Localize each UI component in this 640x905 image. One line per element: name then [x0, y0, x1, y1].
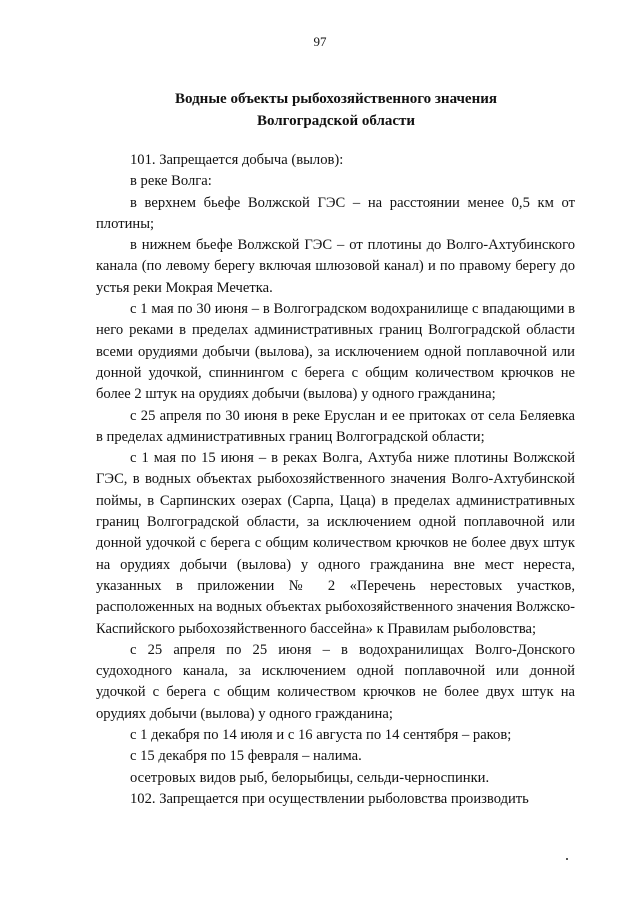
paragraph-102-heading: 102. Запрещается при осуществлении рыболовства производить	[130, 790, 529, 807]
document-body	[96, 150, 575, 810]
section-title-line-2: Волгоградской области	[256, 113, 416, 129]
paragraph-volga-river: в реке Волга:	[130, 173, 212, 190]
paragraph-eruslan-river: с 25 апреля по 30 июня в реке Еруслан и ее притоках от села Беляевка в пределах административных границ Волгоградской области;	[96, 407, 575, 445]
scan-speck	[566, 858, 568, 860]
paragraph-volga-don-canal: с 25 апреля по 25 июня – в водохранилищах Волго-Донского судоходного канала, за исключением одной поплавочной или донной удочкой с берега с общим количеством крючков не более двух штук на орудиях добычи (вылова) у одного гражданина;	[96, 641, 575, 722]
paragraph-101-heading: 101. Запрещается добыча (вылов):	[130, 152, 344, 168]
paragraph-upper-tailwater: в верхнем бьефе Волжской ГЭС – на расстоянии менее 0,5 км от плотины;	[96, 194, 575, 232]
section-title-line-1: Водные объекты рыбохозяйственного значения	[175, 91, 497, 107]
section-title	[96, 88, 576, 132]
paragraph-burbot: с 15 декабря по 15 февраля – налима.	[130, 748, 362, 765]
paragraph-lower-tailwater: в нижнем бьефе Волжской ГЭС – от плотины до Волго-Ахтубинского канала (по левому берегу включая шлюзовой канал) и по правому берегу до устья реки Мокрая Мечетка.	[96, 237, 575, 296]
paragraph-sturgeon-species: осетровых видов рыб, белорыбицы, сельди-черноспинки.	[130, 769, 490, 786]
page-number: 97	[313, 34, 327, 49]
paragraph-volgograd-reservoir: с 1 мая по 30 июня – в Волгоградском водохранилище с впадающими в него реками в пределах административных границ Волгоградской области всеми орудиями добычи (вылова), за исключением одной поплавочной или донной удочкой, спиннингом с берега с общим количеством крючков не более 2 штук на орудиях добычи (вылова) у одного гражданина;	[96, 301, 575, 403]
paragraph-volga-akhtuba: с 1 мая по 15 июня – в реках Волга, Ахтуба ниже плотины Волжской ГЭС, в водных объектах рыбохозяйственного значения Волго-Ахтубинской поймы, в Сарпинских озерах (Сарпа, Цаца) в пределах административных границ Волгоградской области, за исключением одной поплавочной или донной удочкой с берега с общим количеством крючков не более двух штук на орудиях добычи (вылова) у одного гражданина вне мест нереста, указанных в приложении № 2 «Перечень нерестовых участков, расположенных на водных объектах рыбохозяйственного значения Волжско-Каспийского рыбохозяйственного бассейна» к Правилам рыболовства;	[96, 450, 575, 637]
paragraph-crayfish: с 1 декабря по 14 июля и с 16 августа по 14 сентября – раков;	[130, 727, 512, 744]
